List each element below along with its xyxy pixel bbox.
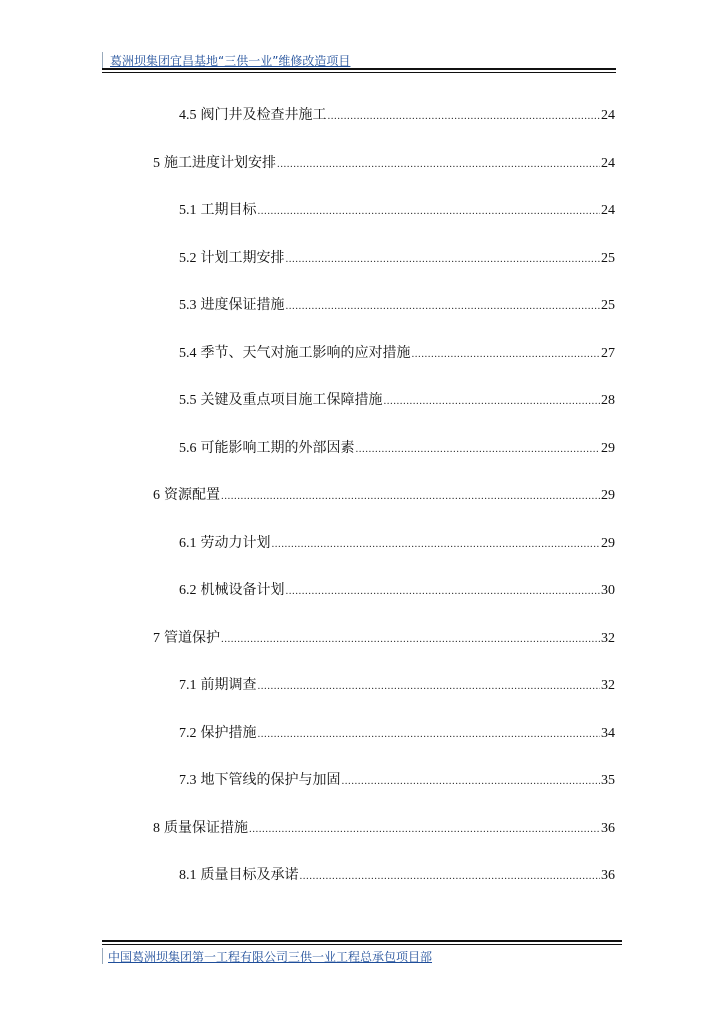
toc-dot-leader	[221, 490, 600, 502]
toc-entry[interactable]	[179, 342, 615, 362]
toc-entry-page-number: 25	[601, 298, 615, 313]
toc-entry-title: 季节、天气对施工影响的应对措施	[200, 344, 411, 361]
toc-entry-title: 质量目标及承诺	[200, 867, 299, 883]
toc-entry[interactable]	[179, 437, 615, 457]
footer-rule-thin	[102, 944, 622, 945]
toc-entry-title: 前期调查	[200, 677, 257, 693]
header-text: 葛洲坝集团宜昌基地“三供一业”维修改造项目	[110, 54, 351, 68]
toc-entry[interactable]	[179, 532, 615, 552]
toc-entry-page-number: 35	[601, 773, 615, 788]
toc-entry[interactable]	[179, 104, 615, 124]
toc-entry-title: 地下管线的保护与加固	[200, 772, 341, 788]
page-header	[102, 46, 616, 74]
toc-dot-leader	[384, 395, 601, 407]
toc-entry-page-number: 36	[601, 820, 615, 836]
toc-dot-leader	[221, 633, 600, 645]
toc-entry-number: 8.1	[179, 868, 197, 883]
toc-entry-number: 5	[153, 155, 160, 171]
toc-entry[interactable]	[179, 294, 615, 314]
toc-entry-title: 机械设备计划	[200, 582, 285, 598]
toc-entry-title: 阀门井及检查井施工	[200, 107, 327, 123]
toc-entry-page-number: 27	[601, 345, 615, 361]
toc-entry-number: 6	[153, 488, 160, 503]
toc-dot-leader	[258, 680, 601, 692]
toc-dot-leader	[300, 870, 601, 882]
toc-dot-leader	[286, 300, 601, 312]
toc-entry[interactable]	[179, 579, 615, 599]
toc-entry[interactable]	[179, 864, 615, 884]
toc-entry-number: 4.5	[179, 108, 197, 123]
toc-entry-page-number: 28	[601, 393, 615, 408]
page-footer	[102, 940, 622, 970]
toc-entry-title: 关键及重点项目施工保障措施	[200, 392, 383, 408]
toc-entry[interactable]	[153, 152, 615, 172]
toc-dot-leader	[356, 443, 601, 455]
toc-entry[interactable]	[153, 627, 615, 647]
toc-entry-title: 施工进度计划安排	[164, 154, 276, 171]
toc-entry-page-number: 29	[601, 440, 615, 456]
toc-dot-leader	[249, 823, 600, 835]
toc-entry[interactable]	[179, 769, 615, 789]
toc-entry-title: 进度保证措施	[200, 297, 285, 313]
toc-entry[interactable]	[179, 722, 615, 742]
toc-entry-page-number: 29	[601, 488, 615, 503]
toc-entry-title: 资源配置	[164, 487, 220, 503]
toc-entry-page-number: 24	[601, 203, 615, 218]
toc-entry[interactable]	[179, 389, 615, 409]
toc-entry[interactable]	[179, 674, 615, 694]
toc-dot-leader	[286, 585, 601, 597]
toc-dot-leader	[286, 253, 601, 265]
toc-entry-number: 5.5	[179, 393, 197, 408]
toc-entry-title: 可能影响工期的外部因素	[200, 439, 355, 456]
footer-text: 中国葛洲坝集团第一工程有限公司三供一业工程总承包项目部	[108, 950, 433, 964]
toc-entry-title: 质量保证措施	[164, 819, 248, 836]
toc-entry-page-number: 36	[601, 868, 615, 883]
toc-entry-number: 5.4	[179, 345, 197, 361]
header-rule-thin	[102, 72, 616, 73]
toc-entry[interactable]	[179, 247, 615, 267]
toc-entry[interactable]	[153, 484, 615, 504]
toc-entry-number: 7.2	[179, 725, 197, 741]
toc-entry-title: 计划工期安排	[200, 249, 285, 266]
toc-entry-number: 5.3	[179, 298, 197, 313]
toc-entry-number: 8	[153, 820, 160, 836]
toc-dot-leader	[272, 538, 601, 550]
toc-entry-page-number: 32	[601, 678, 615, 693]
toc-dot-leader	[342, 775, 601, 787]
toc-entry-title: 劳动力计划	[200, 534, 271, 551]
toc-dot-leader	[328, 110, 601, 122]
footer-rule-thick	[102, 940, 622, 942]
footer-margin-mark	[102, 948, 103, 964]
toc-entry-number: 7.3	[179, 773, 197, 788]
toc-dot-leader	[277, 158, 600, 170]
toc-entry-title: 工期目标	[200, 202, 257, 218]
toc-dot-leader	[412, 348, 601, 360]
toc-entry[interactable]	[153, 817, 615, 837]
toc-entry[interactable]	[179, 199, 615, 219]
toc-dot-leader	[258, 728, 601, 740]
toc-entry-title: 管道保护	[164, 629, 220, 646]
toc-entry-page-number: 29	[601, 535, 615, 551]
toc-entry-number: 7	[153, 630, 160, 646]
toc-entry-number: 5.6	[179, 440, 197, 456]
header-rule-thick	[102, 68, 616, 70]
toc-entry-title: 保护措施	[200, 724, 257, 741]
toc-entry-page-number: 24	[601, 108, 615, 123]
toc-entry-number: 6.2	[179, 583, 197, 598]
toc-entry-page-number: 25	[601, 250, 615, 266]
toc-entry-number: 5.1	[179, 203, 197, 218]
toc-entry-number: 5.2	[179, 250, 197, 266]
toc-entry-number: 6.1	[179, 535, 197, 551]
toc-entry-number: 7.1	[179, 678, 197, 693]
toc-entry-page-number: 32	[601, 630, 615, 646]
toc-entry-page-number: 30	[601, 583, 615, 598]
toc-entry-page-number: 24	[601, 155, 615, 171]
toc-entry-page-number: 34	[601, 725, 615, 741]
toc-dot-leader	[258, 205, 601, 217]
